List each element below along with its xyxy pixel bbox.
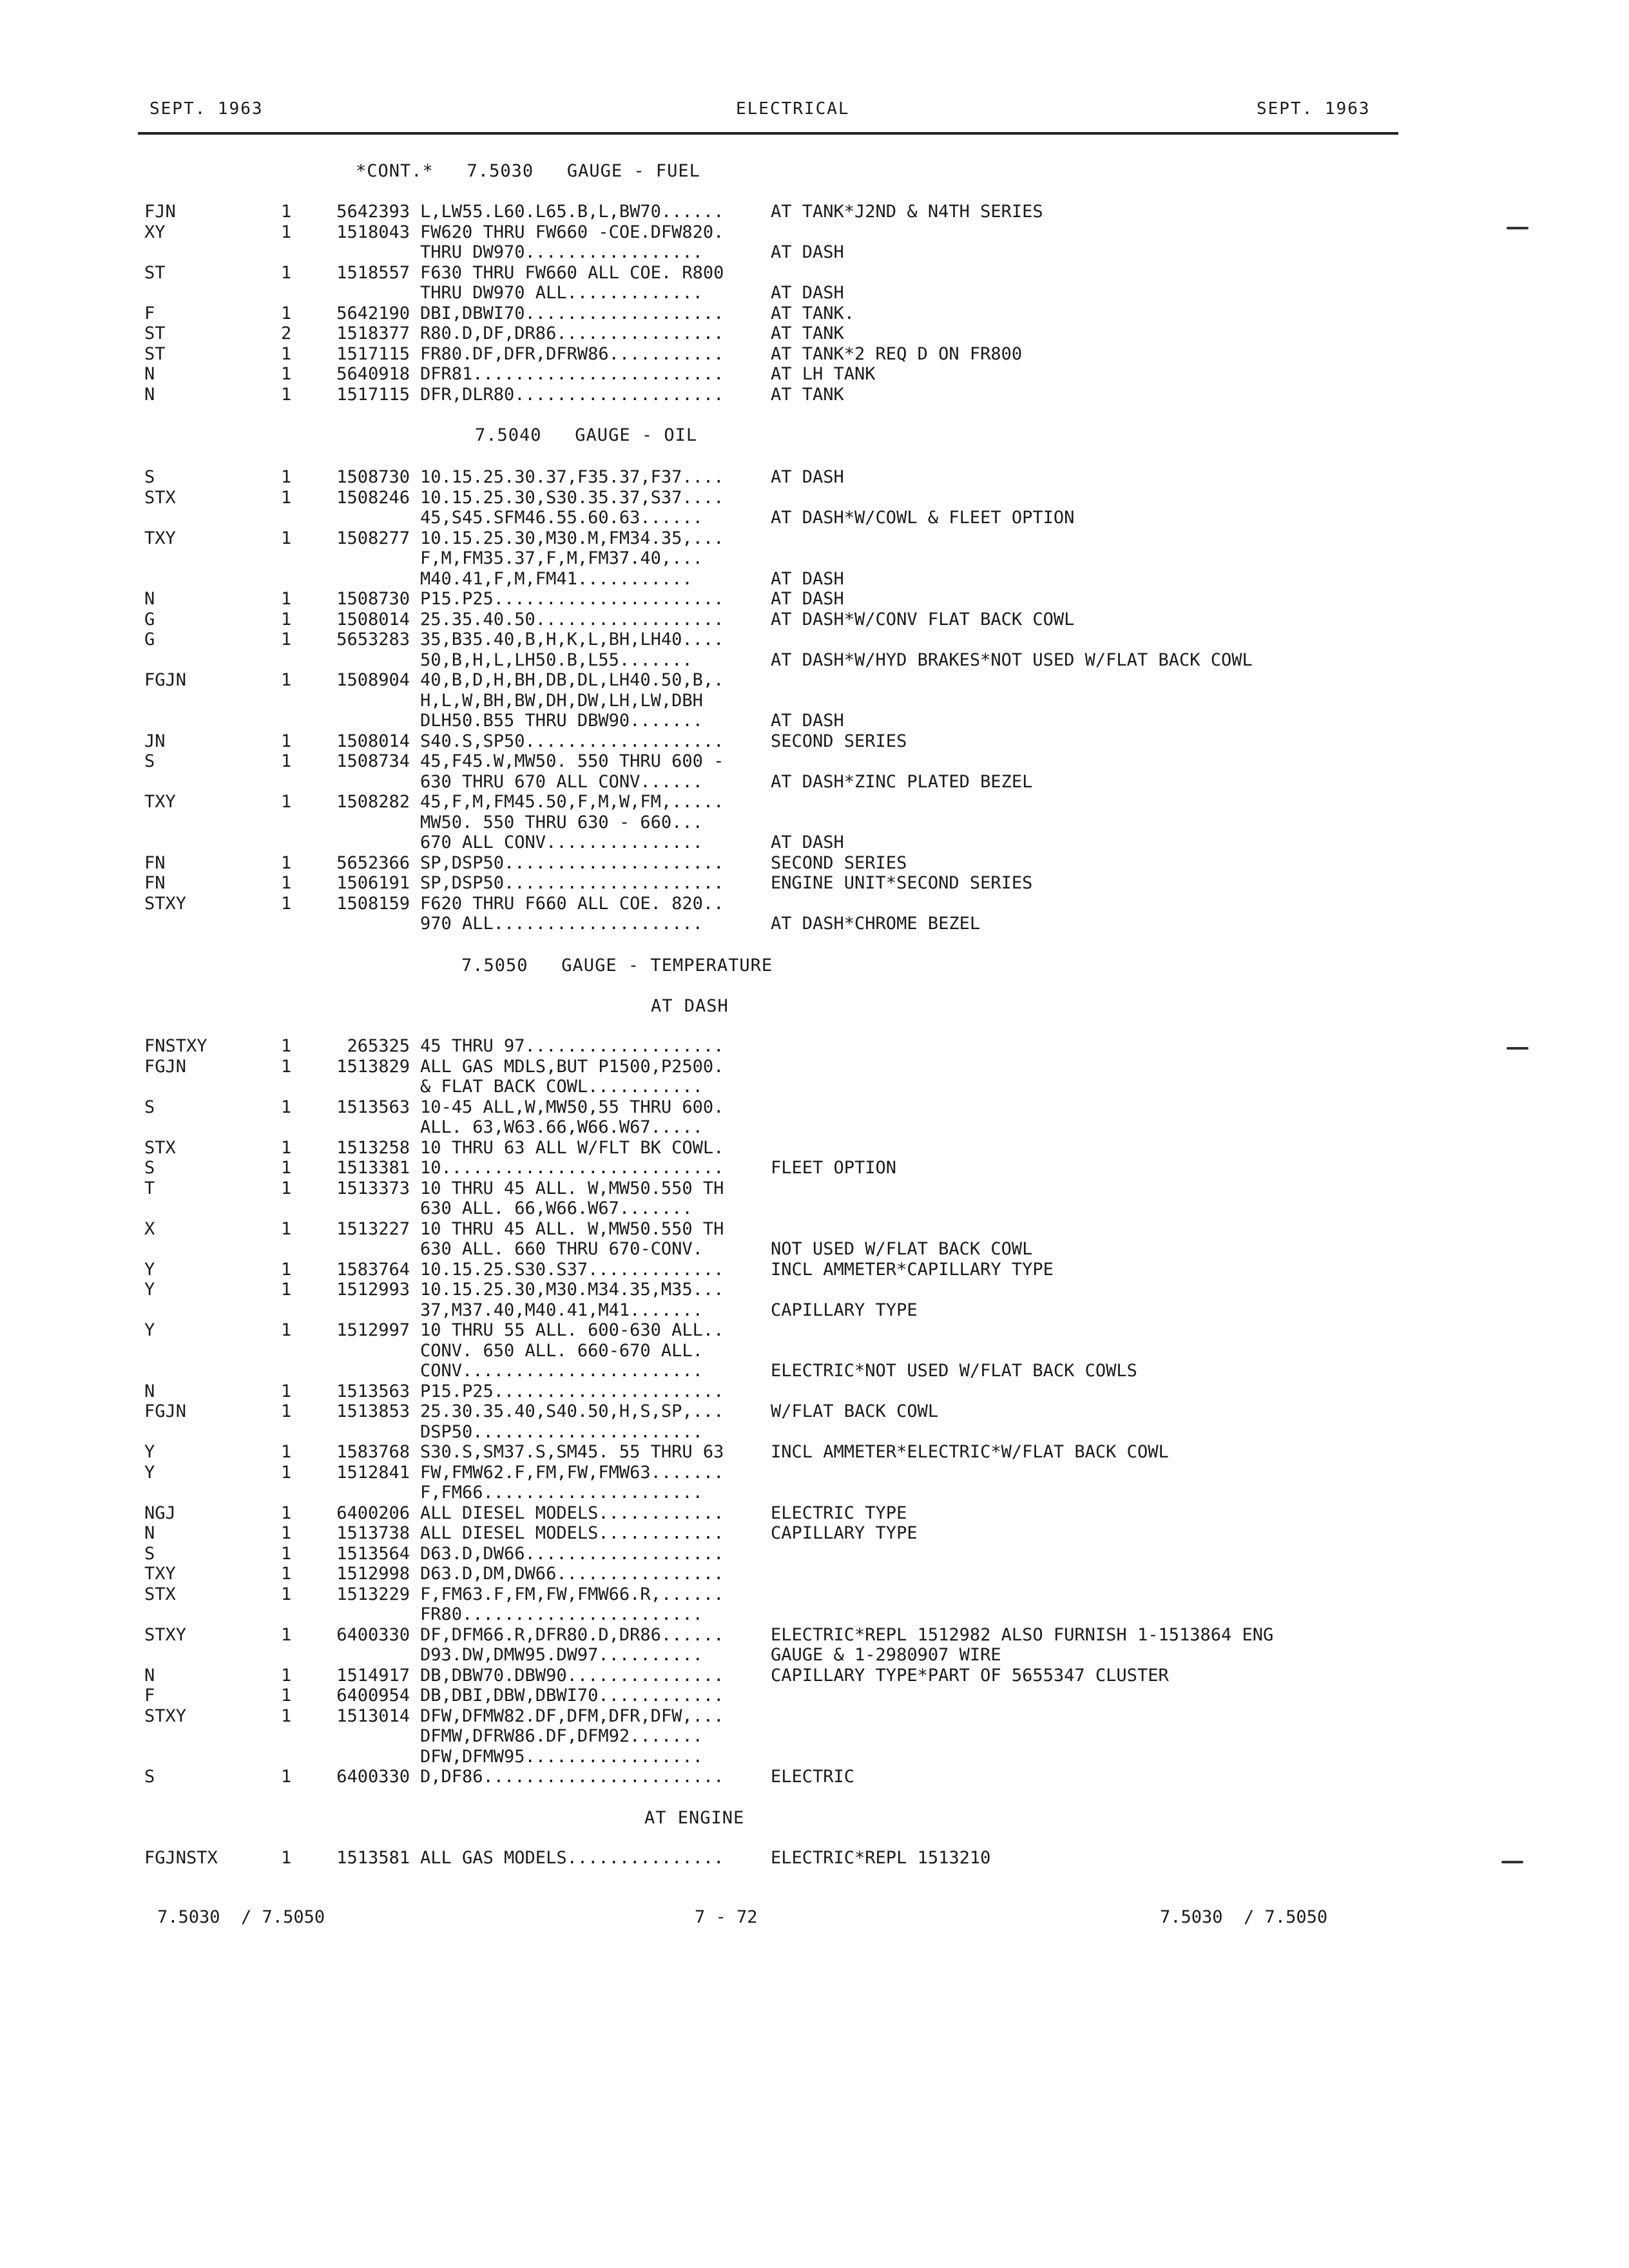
quantity: 1 bbox=[281, 1503, 292, 1523]
remarks: AT DASH bbox=[771, 283, 844, 303]
application: R80.D,DF,DR86................ bbox=[420, 323, 724, 343]
application: 40,B,D,H,BH,DB,DL,LH40.50,B,. bbox=[420, 670, 724, 690]
remarks: AT TANK*J2ND & N4TH SERIES bbox=[771, 202, 1043, 222]
application: 25.35.40.50.................. bbox=[420, 609, 724, 629]
remarks: NOT USED W/FLAT BACK COWL bbox=[771, 1239, 1033, 1259]
application: D93.DW,DMW95.DW97.......... bbox=[420, 1645, 703, 1665]
application: 10.15.25.30,S30.35.37,S37.... bbox=[420, 487, 724, 508]
application: ALL GAS MDLS,BUT P1500,P2500. bbox=[420, 1056, 724, 1077]
application: F630 THRU FW660 ALL COE. R800 bbox=[420, 262, 724, 283]
remarks: ELECTRIC*NOT USED W/FLAT BACK COWLS bbox=[771, 1361, 1137, 1381]
application: DFR81........................ bbox=[420, 364, 724, 384]
model-code: ST bbox=[144, 262, 166, 283]
application: D63.D,DW66................... bbox=[420, 1543, 724, 1564]
section-heading: AT ENGINE bbox=[644, 1808, 745, 1828]
section-heading: *CONT.* 7.5030 GAUGE - FUEL bbox=[356, 161, 700, 181]
part-number: 6400206 bbox=[336, 1503, 410, 1523]
part-number: 1508734 bbox=[336, 751, 410, 771]
remarks: INCL AMMETER*ELECTRIC*W/FLAT BACK COWL bbox=[771, 1442, 1169, 1462]
quantity: 2 bbox=[281, 323, 292, 343]
quantity: 1 bbox=[281, 364, 292, 384]
part-number: 1583768 bbox=[336, 1442, 410, 1462]
model-code: G bbox=[144, 629, 155, 649]
quantity: 1 bbox=[281, 1767, 292, 1787]
quantity: 1 bbox=[281, 1543, 292, 1564]
model-code: TXY bbox=[144, 1564, 176, 1584]
quantity: 1 bbox=[281, 467, 292, 487]
application: SP,DSP50..................... bbox=[420, 873, 724, 893]
application: S30.S,SM37.S,SM45. 55 THRU 63 bbox=[420, 1442, 724, 1462]
model-code: FGJN bbox=[144, 1401, 187, 1421]
application: CONV....................... bbox=[420, 1361, 703, 1381]
model-code: Y bbox=[144, 1280, 155, 1300]
remarks: SECOND SERIES bbox=[771, 731, 907, 751]
quantity: 1 bbox=[281, 629, 292, 649]
application: M40.41,F,M,FM41........... bbox=[420, 568, 693, 589]
remarks: AT DASH*CHROME BEZEL bbox=[771, 914, 981, 934]
part-number: 1512998 bbox=[336, 1564, 410, 1584]
quantity: 1 bbox=[281, 852, 292, 873]
remarks: CAPILLARY TYPE bbox=[771, 1523, 918, 1543]
part-number: 1513563 bbox=[336, 1097, 410, 1117]
quantity: 1 bbox=[281, 1381, 292, 1401]
application: FW,FMW62.F,FM,FW,FMW63....... bbox=[420, 1462, 724, 1483]
part-number: 1513381 bbox=[336, 1158, 410, 1178]
model-code: STXY bbox=[144, 893, 187, 914]
application: 10 THRU 63 ALL W/FLT BK COWL. bbox=[420, 1137, 724, 1158]
model-code: N bbox=[144, 364, 155, 384]
part-number: 1513563 bbox=[336, 1381, 410, 1401]
part-number: 1513227 bbox=[336, 1218, 410, 1239]
application: MW50. 550 THRU 630 - 660... bbox=[420, 812, 703, 832]
model-code: S bbox=[144, 467, 155, 487]
remarks: AT DASH*ZINC PLATED BEZEL bbox=[771, 771, 1033, 792]
part-number: 1508159 bbox=[336, 893, 410, 914]
model-code: STX bbox=[144, 1584, 176, 1604]
model-code: FNSTXY bbox=[144, 1036, 207, 1056]
model-code: T bbox=[144, 1178, 155, 1198]
application: F,FM63.F,FM,FW,FMW66.R,...... bbox=[420, 1584, 724, 1604]
application: 630 THRU 670 ALL CONV...... bbox=[420, 771, 703, 792]
application: DFR,DLR80.................... bbox=[420, 384, 724, 405]
application: 45 THRU 97................... bbox=[420, 1036, 724, 1056]
application: FW620 THRU FW660 -COE.DFW820. bbox=[420, 222, 724, 242]
quantity: 1 bbox=[281, 1137, 292, 1158]
part-number: 1508014 bbox=[336, 731, 410, 751]
model-code: N bbox=[144, 1381, 155, 1401]
application: DB,DBW70.DBW90............... bbox=[420, 1665, 724, 1686]
footer-ref-left: 7.5030 / 7.5050 bbox=[157, 1907, 325, 1927]
quantity: 1 bbox=[281, 1624, 292, 1645]
part-number: 1508277 bbox=[336, 528, 410, 548]
application: ALL DIESEL MODELS............ bbox=[420, 1523, 724, 1543]
application: DB,DBI,DBW,DBWI70............ bbox=[420, 1686, 724, 1706]
application: F,FM66..................... bbox=[420, 1483, 703, 1503]
quantity: 1 bbox=[281, 731, 292, 751]
quantity: 1 bbox=[281, 1442, 292, 1462]
quantity: 1 bbox=[281, 609, 292, 629]
application: 10-45 ALL,W,MW50,55 THRU 600. bbox=[420, 1097, 724, 1117]
part-number: 5652366 bbox=[336, 852, 410, 873]
model-code: JN bbox=[144, 731, 166, 751]
quantity: 1 bbox=[281, 1056, 292, 1077]
part-number: 6400954 bbox=[336, 1686, 410, 1706]
quantity: 1 bbox=[281, 384, 292, 405]
application: 10 THRU 55 ALL. 600-630 ALL.. bbox=[420, 1320, 724, 1340]
part-number: 1518377 bbox=[336, 323, 410, 343]
model-code: N bbox=[144, 1665, 155, 1686]
part-number: 1518557 bbox=[336, 262, 410, 283]
section-subheading: AT DASH bbox=[651, 996, 729, 1016]
header-date-left: SEPT. 1963 bbox=[149, 99, 264, 119]
part-number: 1517115 bbox=[336, 343, 410, 364]
application: DBI,DBWI70................... bbox=[420, 303, 724, 323]
quantity: 1 bbox=[281, 1158, 292, 1178]
remarks: AT LH TANK bbox=[771, 364, 876, 384]
part-number: 1508904 bbox=[336, 670, 410, 690]
remarks: AT TANK bbox=[771, 384, 844, 405]
quantity: 1 bbox=[281, 1036, 292, 1056]
application: 10.15.25.30,M30.M34.35,M35... bbox=[420, 1280, 724, 1300]
footer-page-number: 7 - 72 bbox=[695, 1907, 758, 1927]
model-code: FN bbox=[144, 873, 166, 893]
model-code: F bbox=[144, 303, 155, 323]
quantity: 1 bbox=[281, 1280, 292, 1300]
header-date-right: SEPT. 1963 bbox=[1257, 99, 1371, 119]
model-code: N bbox=[144, 589, 155, 609]
remarks: ELECTRIC*REPL 1512982 ALSO FURNISH 1-1513864 ENG bbox=[771, 1624, 1274, 1645]
part-number: 1506191 bbox=[336, 873, 410, 893]
quantity: 1 bbox=[281, 1462, 292, 1483]
section-heading: 7.5050 GAUGE - TEMPERATURE bbox=[461, 956, 773, 975]
application: 10 THRU 45 ALL. W,MW50.550 TH bbox=[420, 1178, 724, 1198]
model-code: FN bbox=[144, 852, 166, 873]
model-code: F bbox=[144, 1686, 155, 1706]
model-code: N bbox=[144, 1523, 155, 1543]
model-code: S bbox=[144, 751, 155, 771]
application: D,DF86....................... bbox=[420, 1767, 724, 1787]
part-number: 1517115 bbox=[336, 384, 410, 405]
remarks: AT TANK*2 REQ D ON FR800 bbox=[771, 343, 1023, 364]
remarks: AT TANK. bbox=[771, 303, 855, 323]
part-number: 265325 bbox=[347, 1036, 410, 1056]
remarks: AT TANK bbox=[771, 323, 844, 343]
model-code: FJN bbox=[144, 202, 176, 222]
quantity: 1 bbox=[281, 792, 292, 812]
model-code: Y bbox=[144, 1320, 155, 1340]
part-number: 1513229 bbox=[336, 1584, 410, 1604]
model-code: STX bbox=[144, 487, 176, 508]
application: 45,S45.SFM46.55.60.63...... bbox=[420, 508, 703, 528]
model-code: STXY bbox=[144, 1706, 187, 1726]
model-code: S bbox=[144, 1767, 155, 1787]
part-number: 5653283 bbox=[336, 629, 410, 649]
remarks: W/FLAT BACK COWL bbox=[771, 1401, 939, 1421]
application: DFW,DFMW82.DF,DFM,DFR,DFW,... bbox=[420, 1706, 724, 1726]
quantity: 1 bbox=[281, 1686, 292, 1706]
remarks: ELECTRIC TYPE bbox=[771, 1503, 907, 1523]
quantity: 1 bbox=[281, 1401, 292, 1421]
remarks: AT DASH bbox=[771, 467, 844, 487]
part-number: 1512997 bbox=[336, 1320, 410, 1340]
quantity: 1 bbox=[281, 1564, 292, 1584]
application: H,L,W,BH,BW,DH,DW,LH,LW,DBH bbox=[420, 690, 703, 711]
model-code: S bbox=[144, 1097, 155, 1117]
margin-mark bbox=[1507, 1047, 1528, 1050]
model-code: NGJ bbox=[144, 1503, 176, 1523]
model-code: STXY bbox=[144, 1624, 187, 1645]
application: P15.P25...................... bbox=[420, 589, 724, 609]
part-number: 1513738 bbox=[336, 1523, 410, 1543]
quantity: 1 bbox=[281, 222, 292, 242]
quantity: 1 bbox=[281, 343, 292, 364]
model-code: S bbox=[144, 1543, 155, 1564]
remarks: ELECTRIC bbox=[771, 1767, 855, 1787]
remarks: GAUGE & 1-2980907 WIRE bbox=[771, 1645, 1001, 1665]
part-number: 1513829 bbox=[336, 1056, 410, 1077]
model-code: TXY bbox=[144, 528, 176, 548]
application: 25.30.35.40,S40.50,H,S,SP,... bbox=[420, 1401, 724, 1421]
quantity: 1 bbox=[281, 303, 292, 323]
application: DSP50...................... bbox=[420, 1421, 703, 1442]
model-code: FGJN bbox=[144, 1056, 187, 1077]
application: 630 ALL. 66,W66.W67....... bbox=[420, 1198, 693, 1218]
application: CONV. 650 ALL. 660-670 ALL. bbox=[420, 1340, 703, 1361]
application: 670 ALL CONV............... bbox=[420, 832, 703, 852]
application: ALL GAS MODELS............... bbox=[420, 1848, 724, 1868]
quantity: 1 bbox=[281, 528, 292, 548]
remarks: AT DASH bbox=[771, 568, 844, 589]
part-number: 1518043 bbox=[336, 222, 410, 242]
application: 630 ALL. 660 THRU 670-CONV. bbox=[420, 1239, 703, 1259]
quantity: 1 bbox=[281, 1706, 292, 1726]
application: DF,DFM66.R,DFR80.D,DR86...... bbox=[420, 1624, 724, 1645]
application: DFW,DFMW95................. bbox=[420, 1746, 703, 1767]
part-number: 1583764 bbox=[336, 1259, 410, 1280]
application: 10 THRU 45 ALL. W,MW50.550 TH bbox=[420, 1218, 724, 1239]
application: S40.S,SP50................... bbox=[420, 731, 724, 751]
part-number: 1513581 bbox=[336, 1848, 410, 1868]
model-code: FGJNSTX bbox=[144, 1848, 218, 1868]
footer-ref-right: 7.5030 / 7.5050 bbox=[1160, 1907, 1328, 1927]
application: P15.P25...................... bbox=[420, 1381, 724, 1401]
quantity: 1 bbox=[281, 1848, 292, 1868]
remarks: AT DASH bbox=[771, 242, 844, 262]
quantity: 1 bbox=[281, 1665, 292, 1686]
part-number: 1513373 bbox=[336, 1178, 410, 1198]
quantity: 1 bbox=[281, 262, 292, 283]
model-code: FGJN bbox=[144, 670, 187, 690]
quantity: 1 bbox=[281, 873, 292, 893]
part-number: 5642190 bbox=[336, 303, 410, 323]
remarks: AT DASH bbox=[771, 589, 844, 609]
quantity: 1 bbox=[281, 1178, 292, 1198]
application: & FLAT BACK COWL........... bbox=[420, 1077, 703, 1097]
part-number: 5642393 bbox=[336, 202, 410, 222]
quantity: 1 bbox=[281, 893, 292, 914]
model-code: XY bbox=[144, 222, 166, 242]
quantity: 1 bbox=[281, 1218, 292, 1239]
application: F620 THRU F660 ALL COE. 820.. bbox=[420, 893, 724, 914]
application: 45,F,M,FM45.50,F,M,W,FM,..... bbox=[420, 792, 724, 812]
application: 10.15.25.30,M30.M,FM34.35,... bbox=[420, 528, 724, 548]
application: 37,M37.40,M40.41,M41....... bbox=[420, 1300, 703, 1320]
quantity: 1 bbox=[281, 751, 292, 771]
remarks: AT DASH bbox=[771, 832, 844, 852]
application: 35,B35.40,B,H,K,L,BH,LH40.... bbox=[420, 629, 724, 649]
remarks: AT DASH*W/CONV FLAT BACK COWL bbox=[771, 609, 1075, 629]
quantity: 1 bbox=[281, 1584, 292, 1604]
model-code: G bbox=[144, 609, 155, 629]
application: ALL DIESEL MODELS............ bbox=[420, 1503, 724, 1523]
application: 970 ALL.................... bbox=[420, 914, 703, 934]
application: FR80....................... bbox=[420, 1604, 703, 1624]
remarks: AT DASH*W/HYD BRAKES*NOT USED W/FLAT BACK COWL bbox=[771, 649, 1253, 670]
model-code: ST bbox=[144, 343, 166, 364]
part-number: 1508730 bbox=[336, 467, 410, 487]
application: SP,DSP50..................... bbox=[420, 852, 724, 873]
part-number: 6400330 bbox=[336, 1624, 410, 1645]
quantity: 1 bbox=[281, 589, 292, 609]
application: ALL. 63,W63.66,W66.W67..... bbox=[420, 1117, 703, 1137]
model-code: STX bbox=[144, 1137, 176, 1158]
part-number: 1508282 bbox=[336, 792, 410, 812]
remarks: CAPILLARY TYPE bbox=[771, 1300, 918, 1320]
model-code: Y bbox=[144, 1462, 155, 1483]
application: THRU DW970................. bbox=[420, 242, 703, 262]
part-number: 5640918 bbox=[336, 364, 410, 384]
model-code: S bbox=[144, 1158, 155, 1178]
application: 10.15.25.30.37,F35.37,F37.... bbox=[420, 467, 724, 487]
part-number: 1514917 bbox=[336, 1665, 410, 1686]
header-section-title: ELECTRICAL bbox=[736, 99, 850, 119]
quantity: 1 bbox=[281, 487, 292, 508]
part-number: 1512993 bbox=[336, 1280, 410, 1300]
remarks: ELECTRIC*REPL 1513210 bbox=[771, 1848, 991, 1868]
application: DFMW,DFRW86.DF,DFM92....... bbox=[420, 1726, 703, 1746]
part-number: 1513014 bbox=[336, 1706, 410, 1726]
part-number: 1508246 bbox=[336, 487, 410, 508]
margin-mark bbox=[1507, 227, 1528, 229]
margin-mark bbox=[1501, 1861, 1523, 1863]
remarks: AT DASH*W/COWL & FLEET OPTION bbox=[771, 508, 1075, 528]
part-number: 6400330 bbox=[336, 1767, 410, 1787]
quantity: 1 bbox=[281, 1259, 292, 1280]
remarks: CAPILLARY TYPE*PART OF 5655347 CLUSTER bbox=[771, 1665, 1169, 1686]
application: 50,B,H,L,LH50.B,L55....... bbox=[420, 649, 693, 670]
application: 10.15.25.S30.S37............. bbox=[420, 1259, 724, 1280]
remarks: ENGINE UNIT*SECOND SERIES bbox=[771, 873, 1033, 893]
model-code: ST bbox=[144, 323, 166, 343]
model-code: X bbox=[144, 1218, 155, 1239]
model-code: Y bbox=[144, 1259, 155, 1280]
part-number: 1508730 bbox=[336, 589, 410, 609]
model-code: TXY bbox=[144, 792, 176, 812]
header-rule bbox=[138, 132, 1398, 135]
remarks: FLEET OPTION bbox=[771, 1158, 897, 1178]
part-number: 1512841 bbox=[336, 1462, 410, 1483]
part-number: 1513564 bbox=[336, 1543, 410, 1564]
application: DLH50.B55 THRU DBW90....... bbox=[420, 711, 703, 731]
quantity: 1 bbox=[281, 1320, 292, 1340]
quantity: 1 bbox=[281, 202, 292, 222]
part-number: 1513853 bbox=[336, 1401, 410, 1421]
model-code: N bbox=[144, 384, 155, 405]
application: D63.D,DM,DW66................ bbox=[420, 1564, 724, 1584]
part-number: 1508014 bbox=[336, 609, 410, 629]
remarks: AT DASH bbox=[771, 711, 844, 731]
remarks: INCL AMMETER*CAPILLARY TYPE bbox=[771, 1259, 1054, 1280]
quantity: 1 bbox=[281, 670, 292, 690]
section-heading: 7.5040 GAUGE - OIL bbox=[475, 425, 698, 445]
quantity: 1 bbox=[281, 1097, 292, 1117]
application: F,M,FM35.37,F,M,FM37.40,... bbox=[420, 548, 703, 568]
model-code: Y bbox=[144, 1442, 155, 1462]
application: L,LW55.L60.L65.B,L,BW70...... bbox=[420, 202, 724, 222]
application: 45,F45.W,MW50. 550 THRU 600 - bbox=[420, 751, 724, 771]
application: THRU DW970 ALL............. bbox=[420, 283, 703, 303]
part-number: 1513258 bbox=[336, 1137, 410, 1158]
remarks: SECOND SERIES bbox=[771, 852, 907, 873]
application: FR80.DF,DFR,DFRW86........... bbox=[420, 343, 724, 364]
quantity: 1 bbox=[281, 1523, 292, 1543]
application: 10........................... bbox=[420, 1158, 724, 1178]
